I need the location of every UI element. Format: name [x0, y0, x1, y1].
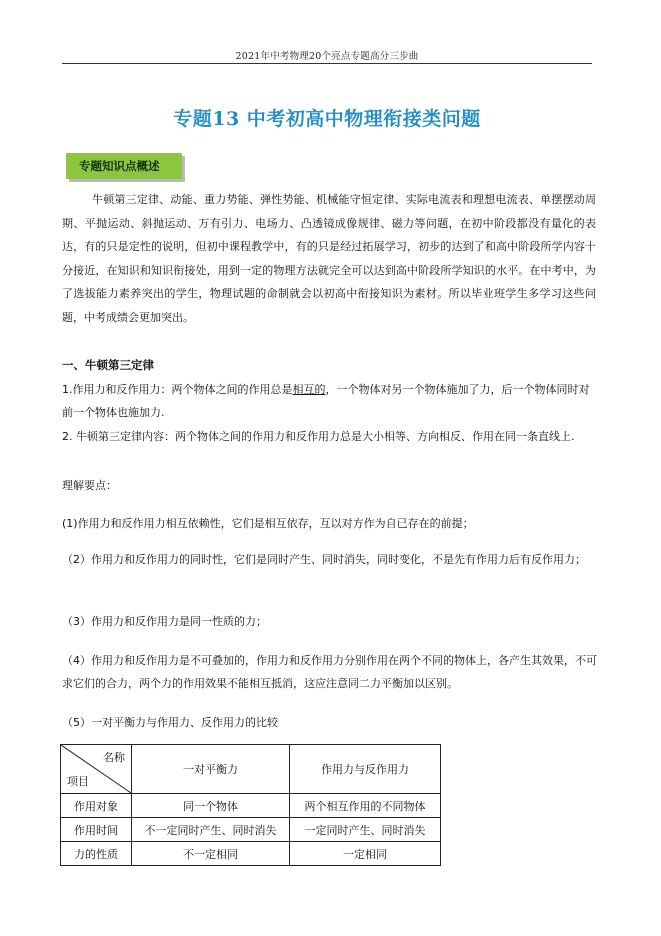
corner-top-label: 名称 [103, 751, 125, 764]
running-header: 2021年中考物理20个亮点专题高分三步曲 [235, 51, 419, 62]
item-1 [62, 378, 597, 424]
comparison-table [60, 744, 441, 866]
section-tag-label: 专题知识点概述 [79, 159, 160, 173]
page-title: 专题13 中考初高中物理衔接类问题 [173, 108, 481, 130]
table-col-header: 作用力与反作用力 [289, 745, 440, 794]
item-2: 2. 牛顿第三定律内容：两个物体之间的作用力和反作用力总是大小相等、方向相反、作用在同一条直线上. [62, 430, 575, 443]
section-heading: 一、牛顿第三定律 [62, 358, 154, 372]
table-cell: 同一个物体 [132, 794, 290, 818]
table-row-label: 作用时间 [61, 818, 132, 842]
table-row-label: 力的性质 [61, 842, 132, 866]
table-header-row [61, 745, 441, 794]
point-1: (1)作用力和反作用力相互依赖性，它们是相互依存，互以对方作为自已存在的前提； [62, 517, 474, 530]
point-2: （2）作用力和反作用力的同时性，它们是同时产生、同时消失，同时变化，不是先有作用力后有反作用力； [62, 553, 586, 566]
section-tag [66, 153, 182, 179]
item-1-suffix: ，一个物体对另一个物体施加了力，后一个物体同时对前一个物体也施加力. [62, 383, 590, 419]
header-rule [62, 63, 592, 64]
point-5: （5）一对平衡力与作用力、反作用力的比较 [62, 716, 278, 729]
table-row-label: 作用对象 [61, 794, 132, 818]
table-col-header: 一对平衡力 [132, 745, 290, 794]
table-row [61, 818, 441, 842]
point-4: （4）作用力和反作用力是不可叠加的，作用力和反作用力分别作用在两个不同的物体上，各产生其效果，不可求它们的合力，两个力的作用效果不能相互抵消，这应注意同二力平衡加以区别。 [62, 654, 597, 690]
table-cell: 不一定相同 [132, 842, 290, 866]
intro-paragraph: 牛顿第三定律、动能、重力势能、弹性势能、机械能守恒定律、实际电流表和理想电流表、单摆摆动周期、平抛运动、斜抛运动、万有引力、电场力、凸透镜成像规律、磁力等问题，在初中阶段都没有量化的表达，有的只是定性的说明，但初中课程教学中，有的只是经过拓展学习，初步的达到了和高中阶段所学内容十分接近，在知识和知识衔接处，用到一定的物理方法就完全可以达到高中阶段所学知识的水平。在中考中，为了选拔能力素养突出的学生，物理试题的命制就会以初高中衔接知识为素材。所以毕业班学生多学习这些问题，中考成绩会更加突出。 [62, 193, 596, 324]
table-cell: 两个相互作用的不同物体 [289, 794, 440, 818]
table-cell: 一定同时产生、同时消失 [289, 818, 440, 842]
table-row [61, 794, 441, 818]
table-row [61, 842, 441, 866]
points-label: 理解要点： [62, 479, 117, 492]
corner-bottom-label: 项目 [67, 775, 89, 788]
table-corner-cell [61, 745, 132, 794]
table-cell: 一定相同 [289, 842, 440, 866]
point-3: （3）作用力和反作用力是同一性质的力； [62, 615, 267, 628]
table-cell: 不一定同时产生、同时消失 [132, 818, 290, 842]
item-1-underlined: 相互的 [292, 383, 326, 396]
item-1-prefix: 1.作用力和反作用力：两个物体之间的作用总是 [62, 383, 293, 396]
